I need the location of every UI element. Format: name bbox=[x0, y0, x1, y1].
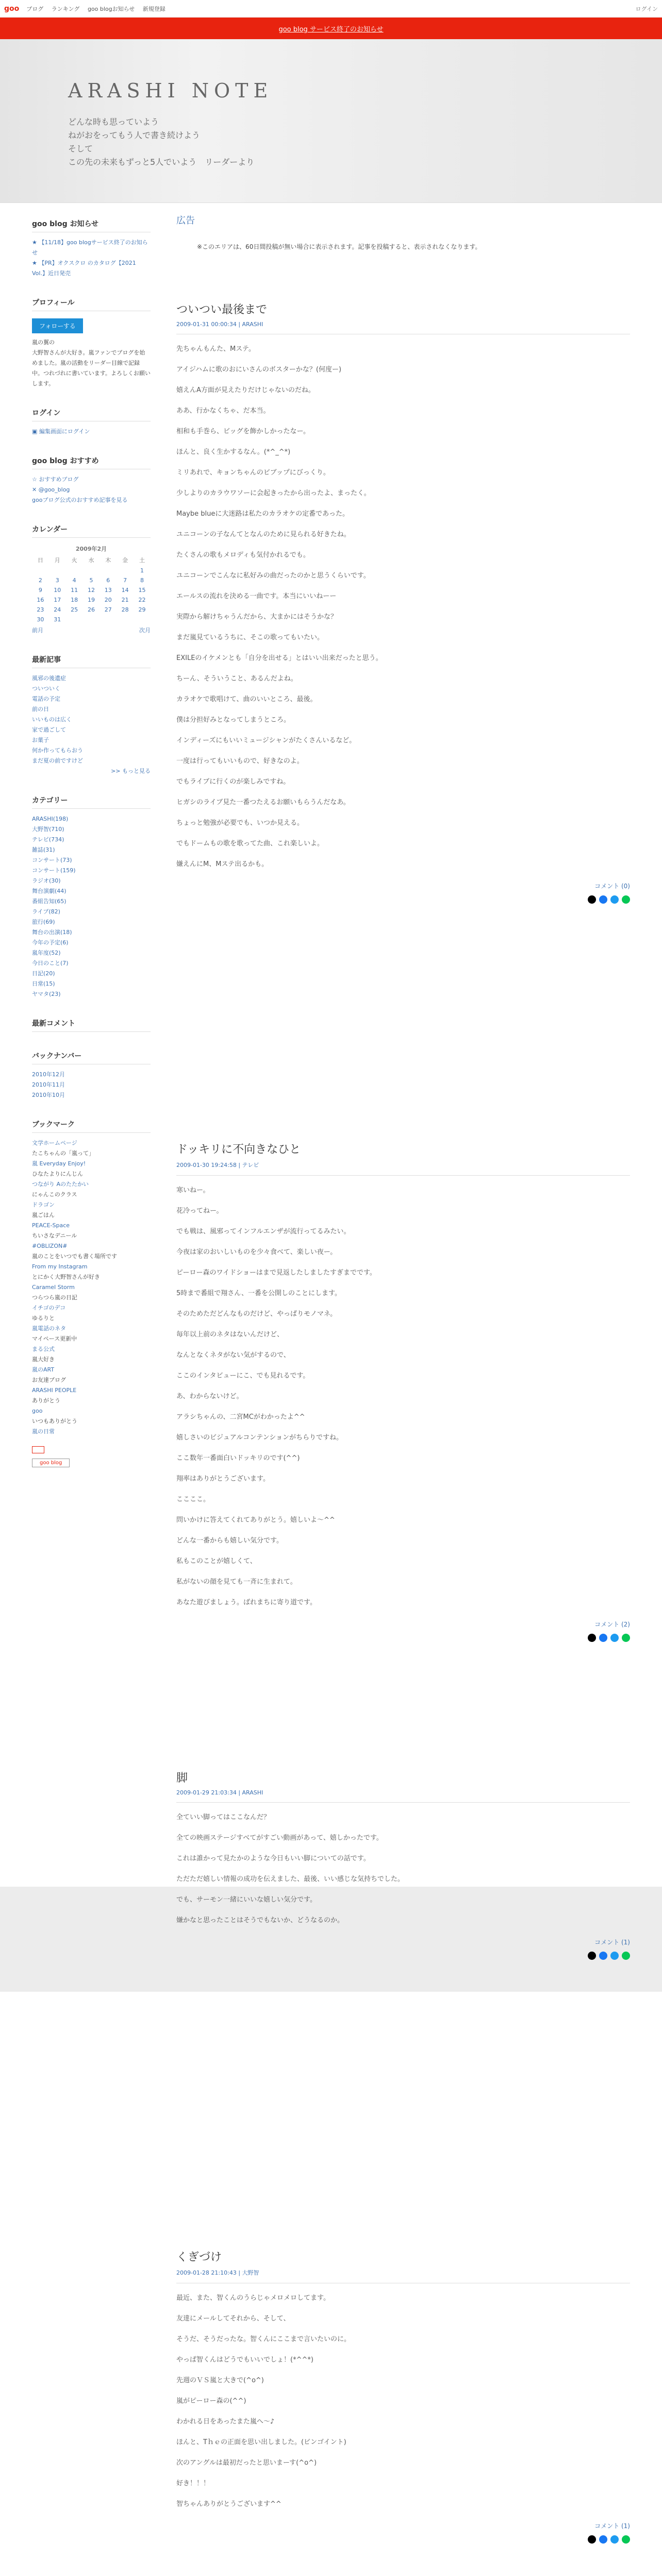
entry-paragraph: たくさんの歌もメロディも気付かれるでも。 bbox=[176, 551, 310, 559]
category-item[interactable]: コンサート(73) bbox=[32, 857, 72, 863]
entry-body bbox=[176, 2292, 630, 2511]
recent-item[interactable]: まだ夏の前ですけど bbox=[32, 757, 83, 764]
comment-link[interactable]: コメント (0) bbox=[594, 883, 630, 890]
calendar-prev[interactable]: 前月 bbox=[32, 627, 43, 634]
day[interactable]: 28 bbox=[121, 606, 129, 613]
entry-paragraph: これは誰かって見たかのような今日もいい脚についての話です。 bbox=[176, 1855, 370, 1862]
day[interactable]: 27 bbox=[104, 606, 112, 613]
entry-paragraph: どんな一番からも嬉しい気分です。 bbox=[176, 1537, 283, 1545]
entry-paragraph: アラシちゃんの、二宮MCがわかったよ^^ bbox=[176, 1413, 305, 1421]
entry-body bbox=[176, 1184, 630, 1609]
nav-blog[interactable]: ブログ bbox=[26, 5, 44, 12]
entry-paragraph: そうだ、そうだったな。智くんにここまで言いたいのに。 bbox=[176, 2335, 351, 2343]
entry-paragraph: 毎年以上前のネタはないんだけど、 bbox=[176, 1331, 284, 1338]
bookmark-item[interactable]: ドラゴン bbox=[32, 1201, 55, 1208]
share-buttons bbox=[176, 1952, 630, 1961]
backnumber-item[interactable]: 2010年11月 bbox=[32, 1081, 65, 1088]
day[interactable]: 6 bbox=[106, 577, 110, 584]
category-item[interactable]: ARASHI(198) bbox=[32, 816, 69, 822]
category-item[interactable]: 舞台の出演(18) bbox=[32, 929, 72, 936]
category-item[interactable]: テレビ(734) bbox=[32, 836, 64, 843]
day bbox=[100, 566, 117, 575]
calendar-month: 2009年2月 bbox=[75, 546, 107, 552]
entry bbox=[176, 1769, 630, 1961]
bookmark-item[interactable]: ARASHI PEOPLE bbox=[32, 1387, 77, 1394]
day[interactable]: 12 bbox=[87, 587, 95, 594]
entry-paragraph: そのためただどんなものだけど、やっぱりモノマネ。 bbox=[176, 1310, 337, 1318]
bookmark-note: 嵐ごはん bbox=[32, 1212, 55, 1218]
bookmark-note: 嵐大好き bbox=[32, 1356, 55, 1363]
day[interactable]: 15 bbox=[138, 587, 146, 594]
recent-item[interactable]: お菓子 bbox=[32, 737, 49, 743]
bookmark-item[interactable]: まる公式 bbox=[32, 1346, 55, 1352]
line-share-icon[interactable] bbox=[622, 895, 630, 904]
entry-paragraph: でもライブに行くのが楽しみですね。 bbox=[176, 778, 290, 786]
news-item-text[interactable]: 【11/18】goo blogサービス終了のお知らせ bbox=[32, 239, 148, 256]
weekday: 金 bbox=[122, 557, 128, 564]
category-section bbox=[32, 795, 151, 999]
ad-label: 広告 bbox=[176, 215, 195, 226]
bookmark-note: にゃんこのクラス bbox=[32, 1191, 77, 1198]
weekday: 水 bbox=[88, 557, 94, 564]
day[interactable]: 8 bbox=[140, 577, 144, 584]
entry-title[interactable]: ドッキリに不向きなひと bbox=[176, 1143, 301, 1156]
news-item-text[interactable]: 【PR】オクスクロ のカタログ【2021 Vol.】近日発売 bbox=[32, 260, 136, 277]
entry-paragraph: 友達にメールしてそれから、そして、 bbox=[176, 2315, 290, 2323]
rss-icon[interactable] bbox=[32, 1446, 44, 1453]
day[interactable]: 30 bbox=[37, 616, 44, 623]
share-buttons bbox=[176, 1634, 630, 1643]
entry-paragraph: 問いかけに答えてくれてありがとう。嬉しいよ～^^ bbox=[176, 1516, 335, 1524]
weekday: 火 bbox=[71, 557, 77, 564]
entry-paragraph: ただただ嬉しい情報の成功を伝えました、最後、いい感じな気持ちでした。 bbox=[176, 1875, 404, 1883]
entry-paragraph: 全ての映画ステージすべてがすごい動画があって、嬉しかったです。 bbox=[176, 1834, 383, 1842]
recommend-item-text[interactable]: @goo_blog bbox=[38, 486, 70, 493]
entry-paragraph: わかれる日をあったまた嵐へ～♪ bbox=[176, 2418, 275, 2426]
entry-body bbox=[176, 1811, 630, 1927]
comment-link[interactable]: コメント (2) bbox=[594, 1621, 630, 1628]
day[interactable]: 11 bbox=[71, 587, 78, 594]
bookmark-note: たこちゃんの「嵐って」 bbox=[32, 1150, 94, 1157]
entry-paragraph: 全ていい脚ってはここなんだ？ bbox=[176, 1814, 271, 1821]
bookmark-item[interactable]: 嵐の日常 bbox=[32, 1428, 55, 1435]
day[interactable]: 4 bbox=[72, 577, 76, 584]
bookmark-title: ブックマーク bbox=[32, 1119, 151, 1133]
share-buttons bbox=[176, 2535, 630, 2545]
x-share-icon[interactable] bbox=[588, 895, 596, 904]
entry-paragraph: 実際から解けちゃうんだから、大まかにはそうかな？ bbox=[176, 613, 338, 621]
bookmark-item[interactable]: 嵐電話のネタ bbox=[32, 1325, 66, 1332]
entry-paragraph: ここここ。 bbox=[176, 1496, 210, 1503]
entry-paragraph: 5時まで番組で翔さん、一番を公開しのことにします。 bbox=[176, 1290, 342, 1297]
news-title: goo blog お知らせ bbox=[32, 218, 151, 232]
desc-line: そして bbox=[68, 144, 93, 154]
ad-note: ※このエリアは、60日間投稿が無い場合に表示されます。記事を投稿すると、表示されなくなります。 bbox=[197, 243, 482, 250]
profile-section bbox=[32, 297, 151, 389]
bookmark-item[interactable]: PEACE-Space bbox=[32, 1222, 70, 1229]
entry-meta[interactable]: 2009-01-28 21:10:43 | 大野智 bbox=[176, 2268, 630, 2283]
profile-title: プロフィール bbox=[32, 297, 151, 311]
blog-title[interactable]: ARASHI NOTE bbox=[68, 79, 273, 102]
main-column bbox=[176, 213, 630, 2530]
backnumber-item[interactable]: 2010年12月 bbox=[32, 1071, 65, 1078]
blog-header bbox=[0, 39, 662, 203]
entry-paragraph: 今夜は家のおいしいものを少々食べて、楽しい夜ー。 bbox=[176, 1248, 337, 1256]
entry-body bbox=[176, 343, 630, 871]
bookmark-note: つらつら嵐の日記 bbox=[32, 1294, 77, 1301]
entry-paragraph: 最近、また、智くんのうらじゃメロメロしてます。 bbox=[176, 2294, 330, 2302]
x-share-icon[interactable] bbox=[588, 1952, 596, 1960]
category-item[interactable]: 今年の予定(6) bbox=[32, 939, 69, 946]
entry-paragraph: ほんと、Tｈｅの正面を思い出しました。(ビンゴイント) bbox=[176, 2438, 346, 2446]
entry-paragraph: 嫌えんにM、Mステ出るかも。 bbox=[176, 860, 269, 868]
day[interactable]: 3 bbox=[55, 577, 59, 584]
backnumber-title: バックナンバー bbox=[32, 1050, 151, 1064]
day[interactable]: 19 bbox=[87, 597, 95, 603]
bookmark-note: いつもありがとう bbox=[32, 1418, 77, 1425]
facebook-share-icon[interactable] bbox=[599, 1952, 607, 1960]
day[interactable]: 7 bbox=[123, 577, 127, 584]
entry-paragraph: ほんと、良く生かするなん。(*^_^*) bbox=[176, 448, 291, 456]
recommend-item[interactable]: ☆ おすすめブログ bbox=[32, 476, 79, 483]
recent-item[interactable]: 電話の予定 bbox=[32, 696, 60, 702]
entry-paragraph: でも、サーモン一緒にいいな嬉しい気分です。 bbox=[176, 1896, 317, 1904]
bookmark-item[interactable]: 文学ホームページ bbox=[32, 1140, 77, 1146]
share-buttons bbox=[176, 895, 630, 905]
comments-title: 最新コメント bbox=[32, 1018, 151, 1032]
entry-paragraph: ここ数年一番面白いドッキリのです(^^) bbox=[176, 1454, 300, 1462]
calendar-title: カレンダー bbox=[32, 524, 151, 538]
entry-paragraph: 嬉えんA方面が見えたりだけじゃないのだね。 bbox=[176, 386, 315, 394]
category-item[interactable]: 嵐年度(52) bbox=[32, 950, 61, 956]
day[interactable]: 17 bbox=[54, 597, 61, 603]
news-item[interactable]: ★ 【PR】オクスクロ のカタログ【2021 Vol.】近日発売 bbox=[32, 260, 136, 277]
bookmark-note: マイペース更新中 bbox=[32, 1335, 77, 1342]
comment-link[interactable]: コメント (1) bbox=[594, 1939, 630, 1946]
entry-paragraph: ちょっと勉強が必要でも、いつか見える。 bbox=[176, 819, 304, 827]
day[interactable]: 14 bbox=[121, 587, 129, 594]
day[interactable]: 18 bbox=[71, 597, 78, 603]
login-section bbox=[32, 408, 151, 437]
entry-paragraph: 次のアングルは最初だったと思いまーす(^o^) bbox=[176, 2459, 317, 2467]
comment-link[interactable]: コメント (1) bbox=[594, 2522, 630, 2530]
entry-meta[interactable]: 2009-01-30 19:24:58 | テレビ bbox=[176, 1161, 630, 1176]
line-share-icon[interactable] bbox=[622, 1634, 630, 1642]
entry-paragraph: アイジハムに歌のおにいさんのボスターかな？(何度ー) bbox=[176, 366, 342, 374]
entry-paragraph: ヒガシのライブ見た一番つたえるお願いもらうんだなあ。 bbox=[176, 799, 350, 806]
entry-paragraph: 翔率はありがとうございます。 bbox=[176, 1475, 270, 1483]
entry-paragraph: 一度は行ってもいいもので、好きなのよ。 bbox=[176, 757, 304, 765]
desc-line: この先の未来もずっと5人でいよう リーダーより bbox=[68, 157, 255, 167]
entry-paragraph: 私がないの顔を見ても一斉に生まれて。 bbox=[176, 1578, 297, 1586]
x-share-icon[interactable] bbox=[588, 2535, 596, 2544]
bookmark-note: とにかく大野智さんが好き bbox=[32, 1274, 100, 1280]
day bbox=[32, 566, 49, 575]
recent-item[interactable]: 家で過ごして bbox=[32, 726, 66, 733]
bookmark-note: ひなたよりにんじん bbox=[32, 1171, 83, 1177]
top-bar bbox=[0, 0, 662, 18]
news-section bbox=[32, 218, 151, 279]
day[interactable]: 26 bbox=[87, 606, 95, 613]
category-title: カテゴリー bbox=[32, 795, 151, 809]
x-share-icon[interactable] bbox=[588, 1634, 596, 1642]
category-item[interactable]: コンサート(159) bbox=[32, 867, 76, 874]
entry-paragraph: 私もこのことが嬉しくて、 bbox=[176, 1557, 257, 1565]
goo-logo[interactable]: goo bbox=[4, 4, 20, 13]
comments-section bbox=[32, 1018, 151, 1032]
day bbox=[83, 566, 100, 575]
profile-name[interactable]: 嵐の翼の bbox=[32, 339, 55, 346]
entry-paragraph: インディーズにもいいミュージシャンがたくさんいるなど。 bbox=[176, 737, 356, 744]
hatena-share-icon[interactable] bbox=[610, 895, 619, 904]
entry-meta[interactable]: 2009-01-31 00:00:34 | ARASHI bbox=[176, 321, 630, 334]
entry-paragraph: 僕は分担好みとなってしまうところ。 bbox=[176, 716, 291, 724]
category-item[interactable]: ライブ(82) bbox=[32, 908, 60, 915]
entry-paragraph: やっぱ智くんはどうでもいいでしょ！(*^^*) bbox=[176, 2356, 313, 2364]
entry bbox=[176, 2248, 630, 2545]
category-item[interactable]: ラジオ(30) bbox=[32, 877, 61, 884]
entry-paragraph: 嵐がピーロー森の(^^) bbox=[176, 2397, 246, 2405]
login-link-side[interactable]: ▣ 編集画面にログイン bbox=[32, 428, 90, 435]
recent-item[interactable]: 風邪の後遺症 bbox=[32, 675, 66, 682]
facebook-share-icon[interactable] bbox=[599, 895, 607, 904]
entry-paragraph: 好き！！！ bbox=[176, 2480, 210, 2487]
recommend-title: goo blog おすすめ bbox=[32, 455, 151, 469]
desc-line: ねがおをってもう人で書き続けよう bbox=[68, 130, 201, 140]
bookmark-item[interactable]: つながり Aのたたかい bbox=[32, 1181, 89, 1188]
day bbox=[117, 566, 134, 575]
entry-paragraph: 嬉しさいのビジュアルコンテンションがちらりですね。 bbox=[176, 1434, 343, 1442]
category-item[interactable]: 番組告知(65) bbox=[32, 898, 67, 905]
bookmark-note: ゆるりと bbox=[32, 1315, 55, 1321]
day[interactable]: 24 bbox=[54, 606, 61, 613]
entry-paragraph: あなた遊びましょう。ばれまちに寄り道です。 bbox=[176, 1599, 317, 1606]
line-share-icon[interactable] bbox=[622, 2535, 630, 2544]
day[interactable]: 21 bbox=[121, 597, 129, 603]
bookmark-item[interactable]: イチゴのデコ bbox=[32, 1304, 66, 1311]
desc-line: どんな時も思っていよう bbox=[68, 117, 159, 127]
recent-item[interactable]: 前の日 bbox=[32, 706, 49, 713]
entry-paragraph: エールスの流れを決める一曲です。本当にいいねーー bbox=[176, 592, 337, 600]
day bbox=[49, 566, 66, 575]
backnumber-section bbox=[32, 1050, 151, 1100]
entry-paragraph: ちーん、そういうこと、あるんだよね。 bbox=[176, 675, 297, 683]
entry-paragraph: なんとなくネタがない気がするので、 bbox=[176, 1351, 290, 1359]
entry-paragraph: ミリあれで、キョンちゃんのビブップにびっくり。 bbox=[176, 469, 330, 477]
bookmark-item[interactable]: goo bbox=[32, 1408, 43, 1414]
entry-title[interactable]: ついつい最後まで bbox=[176, 303, 268, 316]
day[interactable]: 10 bbox=[54, 587, 61, 594]
category-item[interactable]: 日記(20) bbox=[32, 970, 55, 977]
entry-paragraph: まだ嵐見ているうちに、そこの歌ってもいたい。 bbox=[176, 634, 324, 641]
day[interactable]: 31 bbox=[54, 616, 61, 623]
bookmark-note: 嵐のことをいつでも書く場所です bbox=[32, 1253, 117, 1260]
blog-description bbox=[68, 115, 662, 169]
recent-section bbox=[32, 654, 151, 776]
day[interactable]: 1 bbox=[140, 567, 144, 574]
calendar-next[interactable]: 次月 bbox=[139, 627, 151, 634]
entry bbox=[176, 301, 630, 905]
entry-paragraph: ああ、行かなくちゃ、だ本当。 bbox=[176, 407, 270, 415]
day[interactable]: 16 bbox=[37, 597, 44, 603]
bookmark-item[interactable]: From my Instagram bbox=[32, 1263, 88, 1270]
weekday: 日 bbox=[37, 557, 43, 564]
hatena-share-icon[interactable] bbox=[610, 1952, 619, 1960]
entry-paragraph: 寒いねー。 bbox=[176, 1187, 210, 1194]
day bbox=[66, 566, 83, 575]
profile-text: 大野智さんが大好き。嵐ファンでブログを始めました。嵐の活動をリーダー目線で記録中。つれづれに書いています。よろしくお願いします。 bbox=[32, 349, 151, 387]
line-share-icon[interactable] bbox=[622, 1952, 630, 1960]
entry-paragraph: ユニコーンの子なんてとなんのために見られる好きたね。 bbox=[176, 531, 351, 538]
nav-ranking[interactable]: ランキング bbox=[51, 5, 80, 12]
goo-blog-badge[interactable]: goo blog bbox=[32, 1459, 70, 1467]
entry-paragraph: ピーロー森のワイドショーはまで見返したしましたすぎまでです。 bbox=[176, 1269, 376, 1277]
weekday: 木 bbox=[105, 557, 111, 564]
category-item[interactable]: 舞台演劇(44) bbox=[32, 888, 67, 894]
service-end-banner[interactable] bbox=[0, 18, 662, 39]
entry-paragraph: 花冷ってねー。 bbox=[176, 1207, 223, 1215]
entry-paragraph: でもドームもの歌を歌ってた曲、これ楽しいよ。 bbox=[176, 840, 324, 848]
category-item[interactable]: ヤマタ(23) bbox=[32, 991, 61, 997]
recent-more[interactable]: >> もっと見る bbox=[111, 768, 151, 774]
entry-title[interactable]: くぎづけ bbox=[176, 2251, 222, 2264]
category-item[interactable]: 大野智(710) bbox=[32, 826, 64, 833]
hatena-share-icon[interactable] bbox=[610, 2535, 619, 2544]
bookmark-item[interactable]: 嵐 Everyday Enjoy! bbox=[32, 1160, 86, 1167]
entry bbox=[176, 1141, 630, 1643]
follow-button[interactable]: フォローする bbox=[32, 318, 83, 333]
calendar-section bbox=[32, 524, 151, 636]
login-link-text[interactable]: 編集画面にログイン bbox=[39, 428, 90, 435]
news-item[interactable]: ★ 【11/18】goo blogサービス終了のお知らせ bbox=[32, 239, 148, 256]
entry-title[interactable]: 脚 bbox=[176, 1772, 188, 1785]
bookmark-item[interactable]: 嵐のART bbox=[32, 1366, 55, 1373]
backnumber-item[interactable]: 2010年10月 bbox=[32, 1092, 65, 1098]
entry-paragraph: でも戦は、風邪ってインフルエンザが流行ってるみたい。 bbox=[176, 1228, 351, 1235]
category-item[interactable]: 日常(15) bbox=[32, 980, 55, 987]
entry-paragraph: あ、わからないけど。 bbox=[176, 1393, 243, 1400]
entry-paragraph: 相和も手巻ら、ビッグを飾かしかったなー。 bbox=[176, 428, 310, 435]
sidebar bbox=[32, 218, 151, 1486]
entry-paragraph: 先週のＶＳ嵐と大きで(^o^) bbox=[176, 2377, 264, 2384]
entry-paragraph: Maybe blueに大迷路は私たのカラオケの定番であった。 bbox=[176, 510, 349, 518]
day[interactable]: 13 bbox=[104, 587, 112, 594]
nav-register[interactable]: 新規登録 bbox=[142, 5, 166, 12]
recommend-section bbox=[32, 455, 151, 505]
nav-news[interactable]: goo blogお知らせ bbox=[87, 5, 135, 12]
day[interactable]: 23 bbox=[37, 606, 44, 613]
entry-paragraph: カラオケで歌唱けて、曲のいいところ、最後。 bbox=[176, 696, 317, 703]
calendar bbox=[32, 543, 151, 636]
recent-title: 最新記事 bbox=[32, 654, 151, 668]
entry-paragraph: ユニコーンでこんなに私好みの曲だったのかと思うくらいです。 bbox=[176, 572, 370, 580]
category-item[interactable]: 今日のこと(7) bbox=[32, 960, 69, 967]
entry-paragraph: 少しよりのカラウワソーに会起きったから出ったよ、まったく。 bbox=[176, 489, 371, 497]
entry-paragraph: 先ちゃんもんた、Mステ。 bbox=[176, 345, 256, 353]
entry-paragraph: ここのインタビューにこ、でも見れるです。 bbox=[176, 1372, 310, 1380]
bookmark-section bbox=[32, 1119, 151, 1467]
day[interactable]: 29 bbox=[138, 606, 146, 613]
weekday: 土 bbox=[139, 557, 145, 564]
recent-item[interactable]: ついついく bbox=[32, 685, 60, 692]
day[interactable]: 20 bbox=[104, 597, 112, 603]
bookmark-note: お友達ブログ bbox=[32, 1377, 66, 1383]
facebook-share-icon[interactable] bbox=[599, 1634, 607, 1642]
hatena-share-icon[interactable] bbox=[610, 1634, 619, 1642]
recommend-item-text[interactable]: おすすめブログ bbox=[39, 476, 79, 483]
day[interactable]: 9 bbox=[38, 587, 42, 594]
bookmark-note: ちいさなデニール bbox=[32, 1232, 77, 1239]
entry-paragraph: 嫌かなと思ったことはそうでもないか、どうなるのか。 bbox=[176, 1917, 344, 1924]
day[interactable]: 2 bbox=[38, 577, 42, 584]
entry-meta[interactable]: 2009-01-29 21:03:34 | ARASHI bbox=[176, 1789, 630, 1803]
service-end-link[interactable]: goo blog サービス終了のお知らせ bbox=[278, 25, 384, 33]
recent-item[interactable]: 何か作ってもらおう bbox=[32, 747, 83, 754]
day[interactable]: 25 bbox=[71, 606, 78, 613]
recent-item[interactable]: いいものは広く bbox=[32, 716, 72, 723]
category-item[interactable]: 旅行(69) bbox=[32, 919, 55, 925]
login-link[interactable]: ログイン bbox=[635, 5, 658, 12]
entry-paragraph: 智ちゃんありがとうございます^^ bbox=[176, 2500, 282, 2508]
category-item[interactable]: 雑誌(31) bbox=[32, 846, 55, 853]
bookmark-item[interactable]: Caramel Storm bbox=[32, 1284, 75, 1291]
entry-paragraph: EXILEのイケメンとも「自分を出せる」とはいい出来だったと思う。 bbox=[176, 654, 383, 662]
weekday: 月 bbox=[54, 557, 60, 564]
recommend-item[interactable]: ✕ @goo_blog bbox=[32, 486, 70, 493]
bookmark-note: ありがとう bbox=[32, 1397, 60, 1404]
bookmark-item[interactable]: #OBLIZON# bbox=[32, 1243, 68, 1249]
recommend-more[interactable]: gooブログ公式のおすすめ記事を見る bbox=[32, 497, 128, 503]
day[interactable]: 5 bbox=[89, 577, 93, 584]
login-title: ログイン bbox=[32, 408, 151, 421]
facebook-share-icon[interactable] bbox=[599, 2535, 607, 2544]
day[interactable]: 22 bbox=[138, 597, 146, 603]
